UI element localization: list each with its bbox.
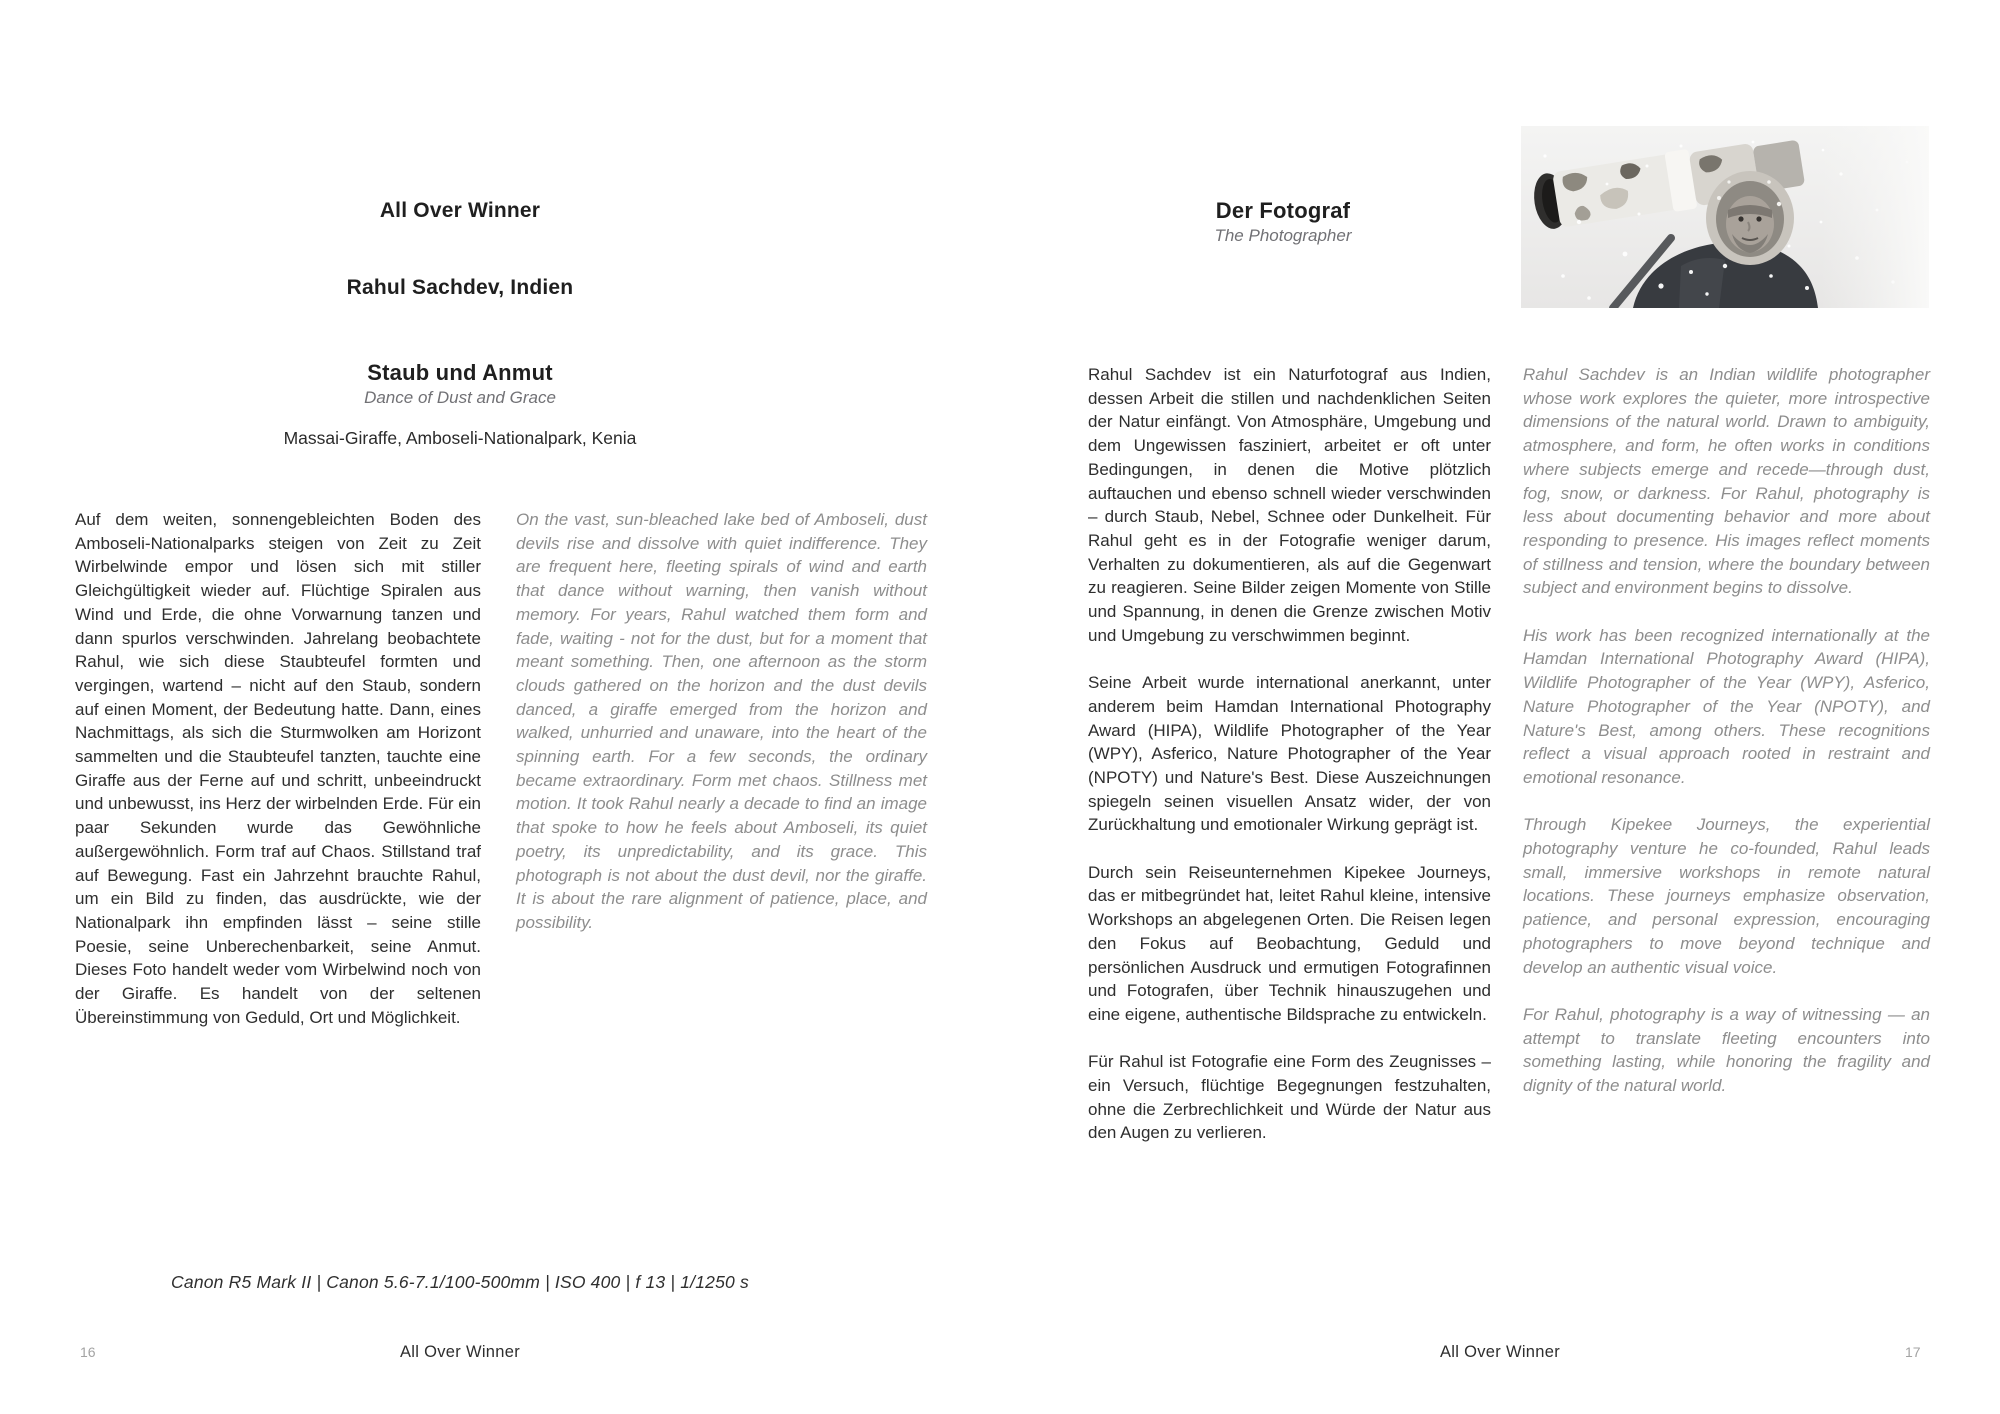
story-paragraph-de: Auf dem weiten, sonnengebleichten Boden des Amboseli-Nationalparks steigen von Zeit zu Zeit Wirbelwinde empor und lösen sich mit stiller Gleichgültigkeit wieder auf. Flüchtige Spiralen aus Wind und Erde, die ohne Vorwarnung tanzen und dann spurlos verschwinden. Jahrelang beobachtete Rahul, wie sich diese Staubteufel formten und vergingen, wartend – nicht auf den Staub, sondern auf einen Moment, der Bedeutung hatte. Dann, eines Nachmittags, als sich die Sturmwolken am Horizont sammelten und die Staubteufel tanzten, tauchte eine Giraffe aus der Ferne auf und schritt, unbeeindruckt und unbewusst, ins Herz der wirbelnden Erde. Für ein paar Sekunden wurde das Gewöhnliche außergewöhnlich. Form traf auf Chaos. Stillstand traf auf Bewegung. Fast ein Jahrzehnt brauchte Rahul, um ein Bild zu finden, das ausdrückte, wie der Nationalpark ihn empfinden lässt – seine stille Poesie, seine Unberechenbarkeit, seine Anmut. Dieses Foto handelt weder vom Wirbelwind noch von der Giraffe. Es handelt von der seltenen Übereinstimmung von Geduld, Ort und Möglichkeit. [75,510,481,1027]
bio-paragraph-de: Seine Arbeit wurde international anerkannt, unter anderem beim Hamdan International Photography Award (HIPA), Wildlife Photographer of the Year (WPY), Asferico, Nature Photographer of the Year (NPOTY) und Nature's Best. Diese Auszeichnungen spiegeln seinen visuellen Ansatz wider, der von Zurückhaltung und emotionaler Wirkung geprägt ist. [1088,673,1491,835]
camera-settings-caption: Canon R5 Mark II | Canon 5.6-7.1/100-500mm | ISO 400 | f 13 | 1/1250 s [171,1272,749,1292]
bio-paragraph-en: Rahul Sachdev is an Indian wildlife photographer whose work explores the quieter, more introspective dimensions of the natural world. Drawn to ambiguity, atmosphere, and form, he often works in conditions where subjects emerge and recede—through dust, fog, snow, or darkness. For Rahul, photography is less about documenting behavior and more about responding to presence. His images reflect moments of stillness and tension, where the boundary between subject and environment begins to dissolve. [1523,365,1930,598]
award-title: All Over Winner [379,199,541,222]
story-paragraph-en: On the vast, sun-bleached lake bed of Amboseli, dust devils rise and dissolve with quiet indifference. They are frequent here, fleeting spirals of wind and earth that dance without warning, then vanish without memory. For years, Rahul watched them form and fade, waiting - not for the dust, but for a moment that meant something. Then, one afternoon as the storm clouds gathered on the horizon and the dust devils danced, a giraffe emerged from the horizon and walked, unhurried and unaware, into the heart of the spinning earth. For a few seconds, the ordinary became extraordinary. Form met chaos. Stillness met motion. It took Rahul nearly a decade to find an image that spoke to how he feels about Amboseli, its quiet poetry, its unpredictability, and its grace. This photograph is not about the dust devil, nor the giraffe. It is about the rare alignment of patience, place, and possibility. [516,510,927,932]
winner-name: Rahul Sachdev, Indien [346,276,574,299]
running-title-left: All Over Winner [399,1343,521,1361]
section-title-de: Der Fotograf [1215,198,1351,223]
photographer-photo-illustration [1521,126,1929,308]
page-number-left: 16 [80,1344,96,1360]
story-column-english [516,508,927,935]
photo-title-en: Dance of Dust and Grace [364,388,556,407]
bio-column-german [1088,363,1491,1145]
photographer-photo [1521,126,1929,308]
bio-paragraph-en: For Rahul, photography is a way of witnessing — an attempt to translate fleeting encounters into something lasting, while honoring the fragility and dignity of the natural world. [1523,1004,1930,1096]
photo-title-de: Staub und Anmut [367,360,553,385]
story-column-german [75,508,481,1029]
page-number-right: 17 [1905,1344,1921,1360]
bio-paragraph-de: Für Rahul ist Fotografie eine Form des Zeugnisses – ein Versuch, flüchtige Begegnungen festzuhalten, ohne die Zerbrechlichkeit und Würde der Natur aus den Augen zu verlieren. [1088,1052,1491,1143]
bio-column-english [1523,363,1930,1098]
bio-paragraph-de: Durch sein Reiseunternehmen Kipekee Journeys, das er mitbegründet hat, leitet Rahul kleine, intensive Workshops an abgelegenen Orten. Die Reisen legen den Fokus auf Beobachtung, Geduld und persönlichen Ausdruck und ermutigen Fotografinnen und Fotografen, über Technik hinauszugehen und eine eigene, authentische Bildsprache zu entwickeln. [1088,862,1491,1024]
subject-caption: Massai-Giraffe, Amboseli-Nationalpark, Kenia [283,428,637,448]
bio-paragraph-de: Rahul Sachdev ist ein Naturfotograf aus Indien, dessen Arbeit die stillen und nachdenklichen Seiten der Natur einfängt. Von Atmosphäre, Umgebung und dem Ungewissen fasziniert, arbeitet er oft unter Bedingungen, in denen die Motive plötzlich auftauchen und ebenso schnell wieder verschwinden – durch Staub, Nebel, Schnee oder Dunkelheit. Für Rahul geht es in der Fotografie weniger darum, Verhalten zu dokumentieren, als auf die Gegenwart zu reagieren. Seine Bilder zeigen Momente von Stille und Spannung, in denen die Grenze zwischen Motiv und Umgebung zu verschwimmen beginnt. [1088,365,1491,645]
running-title-right: All Over Winner [1439,1343,1561,1361]
bio-paragraph-en: His work has been recognized internationally at the Hamdan International Photography Award (HIPA), Wildlife Photographer of the Year (WPY), Asferico, Nature Photographer of the Year (NPOTY), and Nature's Best, among others. These recognitions reflect a visual approach rooted in restraint and emotional resonance. [1523,625,1930,787]
bio-paragraph-en: Through Kipekee Journeys, the experiential photography venture he co-founded, Rahul leads small, immersive workshops in remote natural locations. These journeys emphasize observation, patience, and personal expression, encouraging photographers to move beyond technique and develop an authentic visual voice. [1523,815,1930,977]
section-title-en: The Photographer [1214,226,1352,245]
